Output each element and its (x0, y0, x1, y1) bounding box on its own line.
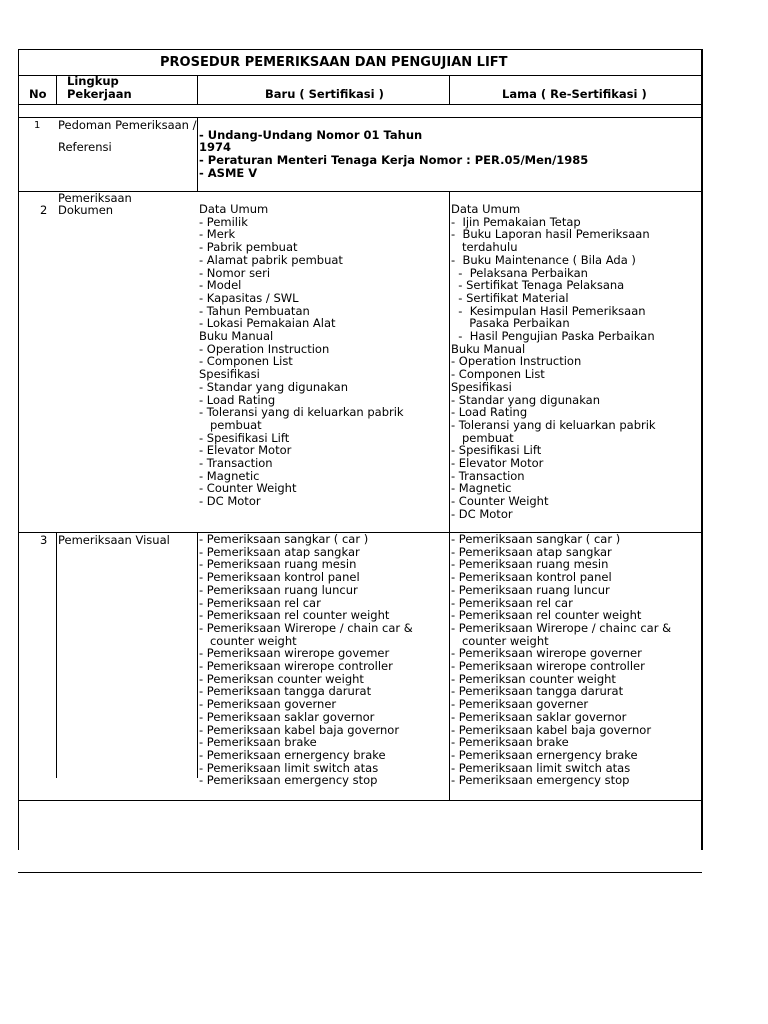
row3-lama-line: - Pemeriksaan saklar governor (451, 709, 627, 724)
row2-lama-line: - Spesifikasi Lift (451, 443, 542, 458)
table-top-border (18, 49, 702, 50)
row3-baru-line: - Pemeriksaan wirerope controller (199, 659, 393, 673)
row3-lama-line: - Pemeriksaan kabel baja governor (451, 722, 652, 737)
row1-baru-line: - Undang-Undang Nomor 01 Tahun (199, 128, 423, 142)
row3-baru-line: - Pemeriksaan ruang mesin (199, 557, 357, 572)
row1-no: 1 (34, 120, 41, 131)
row3-baru-line: - Pemeriksaan emergency stop (199, 773, 378, 788)
row3-baru-line: - Pemeriksaan tangga darurat (199, 684, 372, 699)
row2-lama-line: - Sertifikat Tenaga Pelaksana (451, 278, 625, 293)
row2-baru-line: - Magnetic (199, 468, 260, 483)
row2-lama-line: - Sertifikat Material (451, 290, 569, 305)
row3-baru-line: - Pemeriksaan sangkar ( car ) (199, 532, 369, 546)
row2-lama-line: - Standar yang digunakan (451, 392, 600, 407)
row2-lama-line: - Counter Weight (451, 494, 549, 509)
row2-lama-line: - Ijin Pemakaian Tetap (451, 214, 581, 229)
row3-baru-line: - Pemeriksaan kabel baja governor (199, 722, 400, 737)
header-lingkup-line1: Lingkup (67, 74, 119, 88)
row1-baru-line: 1974 (199, 140, 232, 154)
table-right-border (701, 49, 703, 850)
row2-baru-line: Buku Manual (199, 329, 274, 343)
row2-lama-line: pembuat (451, 430, 514, 445)
row3-lama-line: - Pemeriksaan ernergency brake (451, 747, 638, 762)
row2-baru-line: Spesifikasi (199, 367, 260, 382)
row2-baru-line: - Tahun Pembuatan (199, 303, 310, 318)
row3-lama-line: counter weight (451, 633, 549, 648)
row2-baru-line: - Merk (199, 227, 236, 242)
row3-lama-line: - Pemeriksaan atap sangkar (451, 544, 612, 559)
baru-col-divider-body (449, 191, 450, 800)
row3-lama-line: - Pemeriksaan wirerope controller (451, 659, 645, 673)
row2-lama-line: terdahulu (451, 240, 518, 255)
row3-lama-line: - Pemeriksaan rel counter weight (451, 608, 642, 623)
row1-scope-line: Pedoman Pemeriksaan / (58, 118, 197, 132)
row2-lama-line: Pasaka Perbaikan (451, 316, 570, 331)
row2-baru-line: - Counter Weight (199, 481, 297, 496)
row3-no: 3 (40, 533, 48, 547)
header-no: No (29, 87, 47, 101)
row3-lama-line: - Pemeriksaan emergency stop (451, 773, 630, 788)
row2-baru-line: - Standar yang digunakan (199, 379, 348, 394)
row2-lama-line: - Pelaksana Perbaikan (451, 265, 588, 280)
row3-baru-line: - Pemeriksaan rel counter weight (199, 608, 390, 623)
baru-col-divider-header (449, 75, 450, 105)
row3-scope-line: Pemeriksaan Visual (58, 533, 170, 547)
row3-lama-line: - Pemeriksaan tangga darurat (451, 684, 624, 699)
row2-scope-line: Dokumen (58, 203, 114, 217)
row3-lama-line: - Pemeriksaan wirerope governer (451, 646, 642, 661)
row3-baru-line: - Pemeriksaan kontrol panel (199, 570, 360, 585)
row3-baru-line: - Pemeriksan counter weight (199, 671, 364, 686)
row3-lama-line: - Pemeriksaan ruang luncur (451, 582, 610, 597)
row2-baru-line: - Transaction (199, 456, 273, 470)
row2-baru-line: - Elevator Motor (199, 443, 292, 458)
row1-baru-line: - Peraturan Menteri Tenaga Kerja Nomor : PER.05/Men/1985 (199, 153, 589, 167)
row2-lama-line: Data Umum (451, 202, 521, 216)
row2-baru-line: - Load Rating (199, 392, 276, 407)
row2-baru-line: pembuat (199, 417, 262, 432)
row2-lama-line: - Magnetic (451, 481, 512, 496)
row2-lama-line: - Buku Maintenance ( Bila Ada ) (451, 252, 636, 267)
row3-baru-line: - Pemeriksaan Wirerope / chain car & (199, 620, 413, 635)
row2-baru-line: - DC Motor (199, 494, 261, 509)
row3-lama-line: - Pemeriksaan ruang mesin (451, 557, 609, 572)
row3-baru-line: - Pemeriksaan wirerope govemer (199, 646, 390, 661)
row2-baru-line: - Kapasitas / SWL (199, 290, 299, 305)
row3-baru-line: - Pemeriksaan saklar governor (199, 709, 375, 724)
row2-baru-line: - Spesifikasi Lift (199, 430, 290, 445)
no-col-divider-header (56, 75, 57, 105)
row3-lama-line: - Pemeriksaan governer (451, 697, 589, 712)
row1-baru-line: - ASME V (199, 166, 258, 180)
row1-scope-line: Referensi (58, 140, 112, 154)
row3-lama-line: - Pemeriksaan rel car (451, 595, 573, 610)
row2-lama-line: - DC Motor (451, 506, 513, 521)
row2-lama-line: Spesifikasi (451, 379, 512, 394)
no-col-divider-body (56, 533, 57, 778)
row2-baru-line: - Componen List (199, 354, 293, 369)
row2-lama-line: - Transaction (451, 468, 525, 483)
row3-baru-line: - Pemeriksaan brake (199, 735, 317, 750)
row3-baru-line: - Pemeriksaan rel car (199, 595, 321, 610)
header-lama: Lama ( Re-Sertifikasi ) (502, 87, 647, 101)
row2-baru-line: - Alamat pabrik pembuat (199, 252, 343, 267)
row2-lama-line: - Buku Laporan hasil Pemeriksaan (451, 227, 650, 242)
document-title: PROSEDUR PEMERIKSAAN DAN PENGUJIAN LIFT (160, 55, 508, 70)
scope-col-divider-body2 (197, 533, 198, 778)
row2-lama-line: - Kesimpulan Hasil Pemeriksaan (451, 303, 646, 318)
row3-bottom-border (18, 800, 702, 801)
header-baru: Baru ( Sertifikasi ) (265, 87, 384, 101)
page-bottom-rule (18, 872, 702, 873)
table-left-border (18, 49, 19, 850)
scope-col-divider-body (197, 117, 198, 192)
row3-baru-line: - Pemeriksaan governer (199, 697, 337, 712)
row3-lama-line: - Pemeriksaan limit switch atas (451, 760, 631, 775)
row3-lama-line: - Pemeriksan counter weight (451, 671, 616, 686)
row3-lama-line: - Pemeriksaan sangkar ( car ) (451, 532, 621, 546)
row2-lama-line: - Operation Instruction (451, 354, 582, 369)
row3-lama-line: - Pemeriksaan Wirerope / chainc car & (451, 620, 672, 635)
row3-baru-line: counter weight (199, 633, 297, 648)
row2-lama-line: - Hasil Pengujian Paska Perbaikan (451, 329, 655, 343)
row2-lama-line: - Elevator Motor (451, 456, 544, 470)
header-bottom-border (18, 104, 702, 105)
row2-baru-line: - Pemilik (199, 214, 248, 229)
row2-baru-line: - Lokasi Pemakaian Alat (199, 316, 336, 331)
row2-no: 2 (40, 203, 48, 217)
row2-baru-line: - Model (199, 278, 242, 293)
row2-lama-line: - Toleransi yang di keluarkan pabrik (451, 417, 656, 432)
row2-lama-line: - Load Rating (451, 405, 528, 420)
row2-baru-line: - Nomor seri (199, 265, 271, 280)
row2-baru-line: Data Umum (199, 202, 269, 216)
scope-col-divider-header (197, 75, 198, 105)
row3-lama-line: - Pemeriksaan brake (451, 735, 569, 750)
header-lingkup-line2: Pekerjaan (67, 87, 132, 101)
row3-baru-line: - Pemeriksaan ruang luncur (199, 582, 358, 597)
row3-baru-line: - Pemeriksaan atap sangkar (199, 544, 360, 559)
row3-baru-line: - Pemeriksaan ernergency brake (199, 747, 386, 762)
row2-lama-line: - Componen List (451, 367, 545, 382)
row3-lama-line: - Pemeriksaan kontrol panel (451, 570, 612, 585)
row2-scope-line: Pemeriksaan (58, 191, 132, 205)
row2-baru-line: - Operation Instruction (199, 341, 330, 356)
title-divider (18, 75, 702, 76)
row3-baru-line: - Pemeriksaan limit switch atas (199, 760, 379, 775)
row2-baru-line: - Toleransi yang di keluarkan pabrik (199, 405, 404, 420)
row2-baru-line: - Pabrik pembuat (199, 240, 298, 255)
row2-lama-line: Buku Manual (451, 341, 526, 356)
